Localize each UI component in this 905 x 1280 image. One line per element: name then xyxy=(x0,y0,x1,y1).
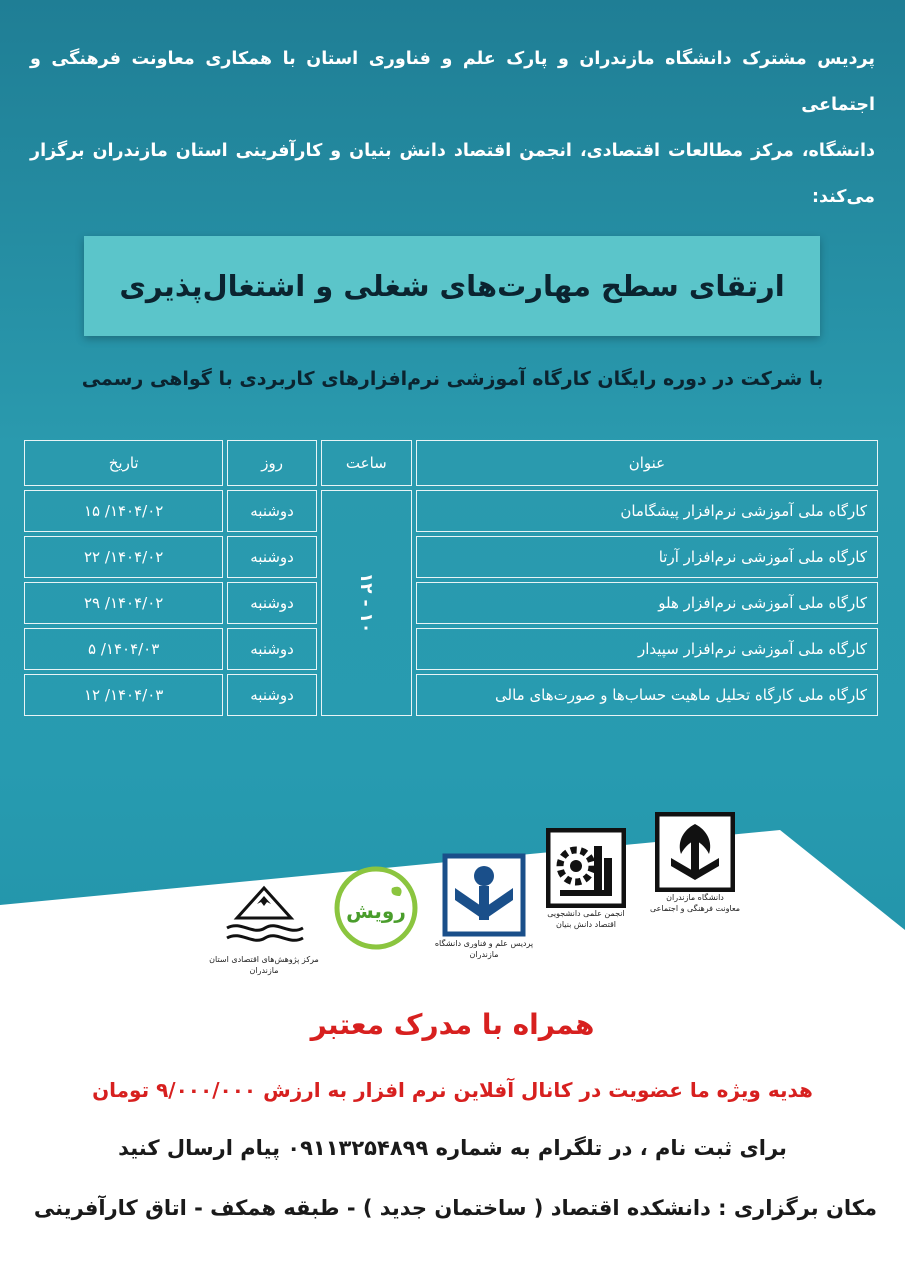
table-row xyxy=(24,582,878,624)
header-hour: ساعت xyxy=(321,440,412,486)
markaz-caption: مرکز پژوهش‌های اقتصادی استان مازندران xyxy=(209,955,319,975)
row-day: دوشنبه xyxy=(227,674,316,716)
mountain-wave-icon xyxy=(219,884,309,954)
row-date: ۱۴۰۴/۰۲/ ۲۲ xyxy=(24,536,223,578)
row-day: دوشنبه xyxy=(227,536,316,578)
header-date: تاریخ xyxy=(24,440,223,486)
row-day: دوشنبه xyxy=(227,628,316,670)
schedule-table xyxy=(20,436,882,720)
table-header-row xyxy=(24,440,878,486)
pardis-caption: پردیس علم و فناوری دانشگاه مازندران xyxy=(434,939,534,959)
row-title: کارگاه ملی کارگاه تحلیل ماهیت حساب‌ها و صورت‌های مالی xyxy=(416,674,878,716)
header-title: عنوان xyxy=(416,440,878,486)
anjoman-caption-1: انجمن علمی دانشجویی xyxy=(547,909,625,918)
anjoman-logo xyxy=(536,828,636,930)
row-day: دوشنبه xyxy=(227,490,316,532)
rooyesh-wordmark: رویش xyxy=(346,899,406,923)
gear-factory-icon xyxy=(546,828,626,908)
gift-offer: هدیه ویژه ما عضویت در کانال آفلاین نرم افزار به ارزش ۹/۰۰۰/۰۰۰ تومان xyxy=(92,1078,813,1102)
table-row xyxy=(24,536,878,578)
title-banner xyxy=(84,236,820,336)
intro-line-2: دانشگاه، مرکز مطالعات اقتصادی، انجمن اقتصاد دانش بنیان و کارآفرینی استان مازندران برگزار می‌کند: xyxy=(30,141,875,207)
row-day: دوشنبه xyxy=(227,582,316,624)
hour-cell xyxy=(321,490,412,716)
row-date: ۱۴۰۴/۰۲/ ۱۵ xyxy=(24,490,223,532)
table-row xyxy=(24,490,878,532)
umz-emblem-icon xyxy=(655,812,735,892)
umz-caption-1: دانشگاه مازندران xyxy=(666,893,724,902)
intro-line-1: پردیس مشترک دانشگاه مازندران و پارک علم و فناوری استان با همکاری معاونت فرهنگی و اجتماعی xyxy=(30,49,875,115)
row-title: کارگاه ملی آموزشی نرم‌افزار آرتا xyxy=(416,536,878,578)
row-date: ۱۴۰۴/۰۳/ ۱۲ xyxy=(24,674,223,716)
venue-info: مکان برگزاری : دانشکده اقتصاد ( ساختمان جدید ) - طبقه همکف - اتاق کارآفرینی xyxy=(33,1196,877,1220)
header-day: روز xyxy=(227,440,316,486)
hour-value: ۱۰ - ۱۲ xyxy=(356,572,377,634)
anjoman-caption-2: اقتصاد دانش بنیان xyxy=(555,920,617,929)
umz-logo xyxy=(640,812,750,914)
subtitle: با شرکت در دوره رایگان کارگاه آموزشی نرم‌افزارهای کاربردی با گواهی رسمی xyxy=(81,368,824,390)
banner-title: ارتقای سطح مهارت‌های شغلی و اشتغال‌پذیری xyxy=(119,269,785,303)
rooyesh-logo xyxy=(326,866,426,950)
markaz-logo xyxy=(204,884,324,976)
registration-info: برای ثبت نام ، در تلگرام به شماره ۰۹۱۱۳۲۵۴۸۹۹ پیام ارسال کنید xyxy=(118,1136,787,1160)
row-date: ۱۴۰۴/۰۲/ ۲۹ xyxy=(24,582,223,624)
row-title: کارگاه ملی آموزشی نرم‌افزار پیشگامان xyxy=(416,490,878,532)
table-row xyxy=(24,674,878,716)
row-title: کارگاه ملی آموزشی نرم‌افزار هلو xyxy=(416,582,878,624)
row-date: ۱۴۰۴/۰۳/ ۵ xyxy=(24,628,223,670)
pardis-emblem-icon xyxy=(441,852,527,938)
intro-text xyxy=(30,36,875,220)
certificate-headline: همراه با مدرک معتبر xyxy=(310,1008,595,1041)
row-title: کارگاه ملی آموزشی نرم‌افزار سپیدار xyxy=(416,628,878,670)
rooyesh-leaf-icon xyxy=(334,866,418,950)
umz-caption-2: معاونت فرهنگی و اجتماعی xyxy=(649,904,741,913)
table-row xyxy=(24,628,878,670)
pardis-logo xyxy=(434,852,534,960)
